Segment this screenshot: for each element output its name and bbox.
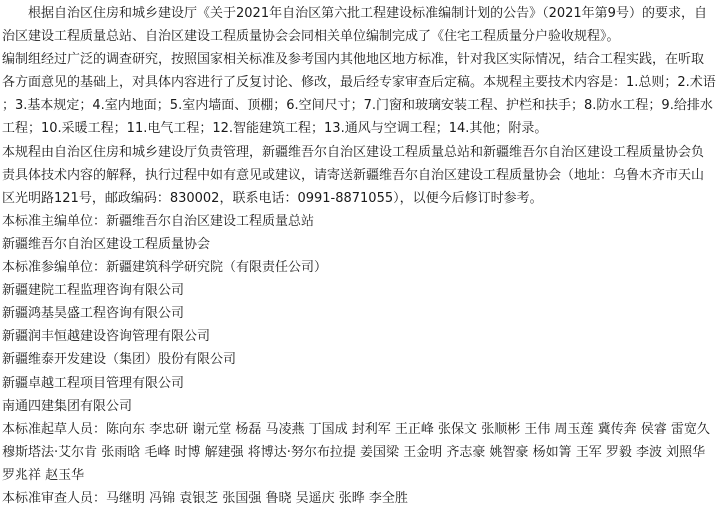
participating-unit: 本标准参编单位：新疆建筑科学研究院（有限责任公司）	[2, 260, 328, 276]
participating-unit-6: 新疆卓越工程项目管理有限公司	[2, 375, 185, 391]
intro-paragraph: 根据自治区住房和城乡建设厅《关于2021年自治区第六批工程建设标准编制计划的公告》（2021年第9号）的要求，自治区建设工程质量总站、自治区建设工程质量协会会同相关单位编制完成了《住宅工程质量分户验收规程》。	[2, 6, 707, 45]
management-paragraph: 本规程由自治区住房和城乡建设厅负责管理，新疆维吾尔自治区建设工程质量总站和新疆维吾尔自治区建设工程质量协会负责具体技术内容的解释，执行过程中如有意见或建议，请寄送新疆维吾尔自治区建设工程质量协会（地址：乌鲁木齐市天山区光明路121号，邮政编码：830002，联系电话：0991-8871055），以便今后修订时参考。	[2, 144, 705, 206]
reviewers-list: 本标准审查人员：马继明 冯锦 袁银芝 张国强 鲁晓 吴遥庆 张晔 李全胜	[2, 490, 408, 506]
participating-unit-7: 南通四建集团有限公司	[2, 398, 133, 414]
chief-editor-unit: 本标准主编单位：新疆维吾尔自治区建设工程质量总站	[2, 213, 315, 229]
drafters-list: 本标准起草人员：陈向东 李忠研 谢元堂 杨磊 马凌燕 丁国成 封利军 王正峰 张保文 张顺彬 王伟 周玉莲 冀传奔 侯睿 雷宽久 穆斯塔法·艾尔肯 张雨晗 毛峰 时博 解建强 将博达·努尔布拉提 姜国梁 王金明 齐志豪 姚智豪 杨如箐 王军 罗毅 李波 刘照华 罗兆祥 赵玉华	[2, 421, 710, 483]
content-paragraph: 编制组经过广泛的调查研究，按照国家相关标准及参考国内其他地区地方标准，针对我区实际情况，结合工程实践，在听取各方面意见的基础上，对具体内容进行了反复讨论、修改，最后经专家审查后定稿。本规程主要技术内容是：1.总则；2.术语；3.基本规定；4.室内地面；5.室内墙面、顶棚；6.空间尺寸；7.门窗和玻璃安装工程、护栏和扶手；8.防水工程；9.给排水工程；10.采暖工程；11.电气工程；12.智能建筑工程；13.通风与空调工程；14.其他；附录。	[2, 52, 716, 137]
participating-unit-3: 新疆鸿基昊盛工程咨询有限公司	[2, 306, 185, 322]
participating-unit-5: 新疆维泰开发建设（集团）股份有限公司	[2, 352, 237, 368]
participating-unit-2: 新疆建院工程监理咨询有限公司	[2, 283, 185, 299]
chief-editor-unit-2: 新疆维吾尔自治区建设工程质量协会	[2, 236, 211, 252]
participating-unit-4: 新疆润丰恒越建设咨询管理有限公司	[2, 329, 211, 345]
